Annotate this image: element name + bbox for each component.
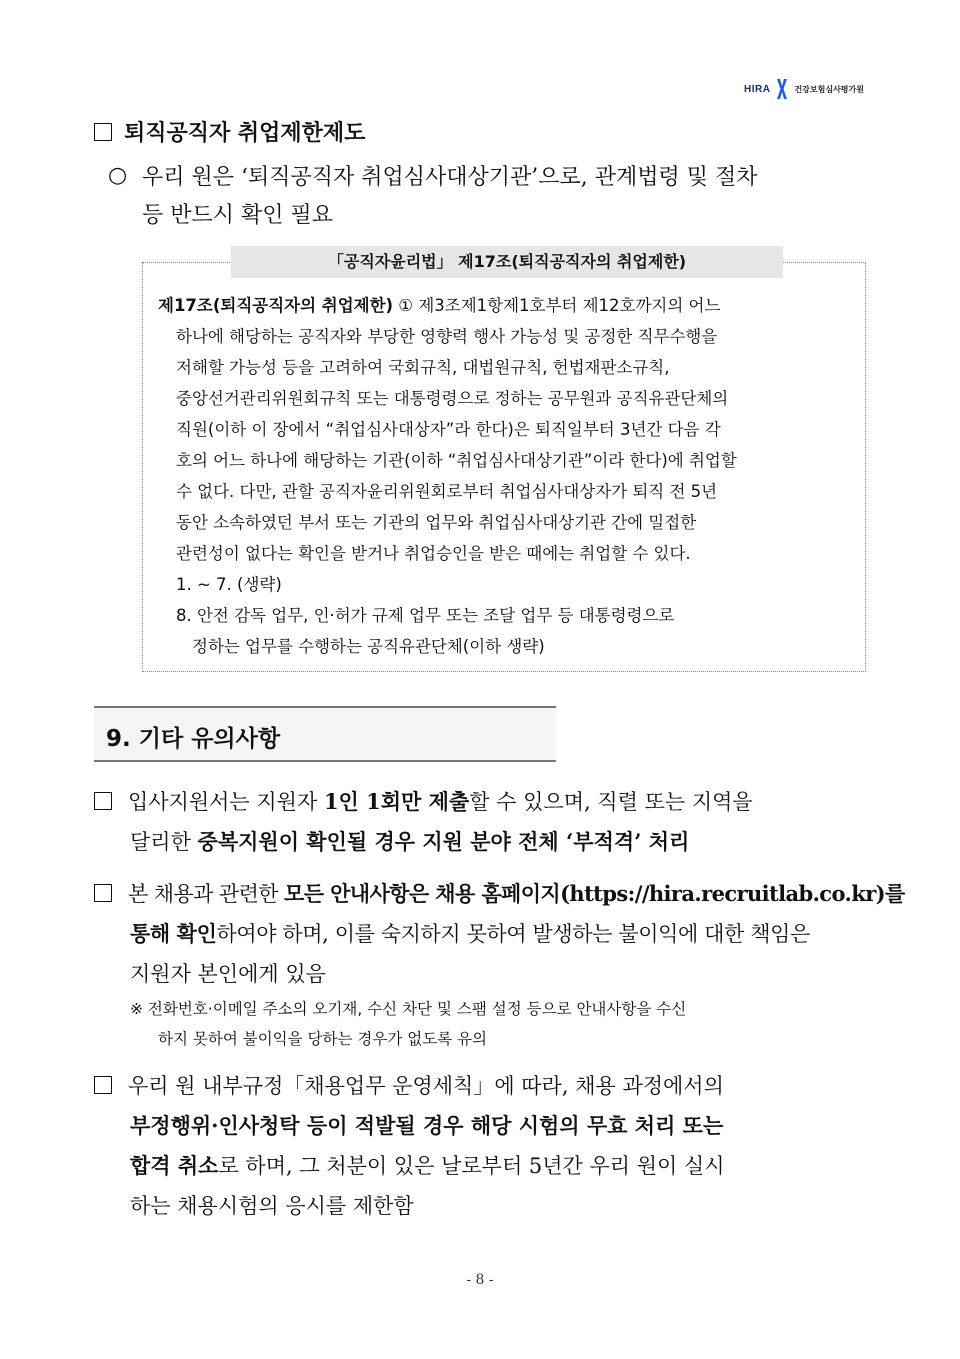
- emphasis: 모든 안내사항은 채용 홈페이지(https://hira.recruitlab.co.kr)를: [284, 881, 905, 906]
- checkbox-square-icon: [94, 1076, 112, 1094]
- law-body: [158, 290, 858, 662]
- checkbox-square-icon: [94, 792, 112, 810]
- law-box-title: 「공직자윤리법」 제17조(퇴직공직자의 취업제한): [231, 246, 783, 278]
- text: 하여야 하며, 이를 숙지하지 못하여 발생하는 불이익에 대한 책임은: [216, 922, 810, 946]
- law-line: 호의 어느 하나에 해당하는 기관(이하 “취업심사대상기관”이라 한다)에 취업할: [176, 451, 737, 470]
- logo-text: HIRA: [743, 83, 771, 95]
- item3-line3: [130, 1146, 725, 1186]
- checkbox-square-icon: [94, 884, 112, 902]
- item2-note-line1: ※ 전화번호·이메일 주소의 오기재, 수신 차단 및 스팸 설정 등으로 안내사항을 수신: [130, 1000, 687, 1018]
- law-line: 관련성이 없다는 확인을 받거나 취업승인을 받은 때에는 취업할 수 있다.: [176, 544, 691, 563]
- hira-logo: [744, 78, 864, 100]
- item2-line2: [130, 914, 810, 954]
- org-name: 건강보험심사평가원: [794, 84, 864, 94]
- section9-title: 9. 기타 유의사항: [106, 726, 281, 752]
- item2-note-line2: 하지 못하여 불이익을 당하는 경우가 없도록 유의: [158, 1030, 488, 1048]
- checkbox-square-icon: [94, 123, 112, 141]
- law-line: 동안 소속하였던 부서 또는 기관의 업무와 취업심사대상기관 간에 밀접한: [176, 513, 697, 532]
- text: 달리한: [130, 830, 198, 854]
- text: 할 수 있으며, 직렬 또는 지역을: [469, 790, 753, 814]
- item2-line3: 지원자 본인에게 있음: [130, 962, 326, 986]
- item1-line2: [130, 822, 689, 862]
- text: 입사지원서는 지원자: [128, 790, 324, 814]
- text: 본 채용과 관련한: [128, 882, 285, 906]
- item3-line2: 부정행위·인사청탁 등이 적발될 경우 해당 시험의 무효 처리 또는: [130, 1113, 724, 1138]
- item3-line4: 하는 채용시험의 응시를 제한함: [130, 1194, 414, 1218]
- page-number: - 8 -: [466, 1272, 494, 1288]
- emphasis: 1인 1회만 제출: [323, 789, 470, 814]
- emphasis: 합격 취소: [130, 1153, 219, 1178]
- section-title-retire: [94, 116, 365, 147]
- law-line: 저해할 가능성 등을 고려하여 국회규칙, 대법원규칙, 헌법재판소규칙,: [176, 358, 670, 377]
- retire-bullet-line2: 등 반드시 확인 필요: [142, 203, 333, 228]
- section9-heading: [94, 706, 556, 762]
- text: 로 하며, 그 처분이 있은 날로부터 5년간 우리 원이 실시: [218, 1154, 725, 1178]
- law-line: 직원(이하 이 장에서 “취업심사대상자”라 한다)은 퇴직일부터 3년간 다음 각: [176, 420, 721, 439]
- item1-line1: [94, 782, 753, 822]
- section-title-text: 퇴직공직자 취업제한제도: [124, 121, 366, 146]
- retire-bullet-line1: 우리 원은 ‘퇴직공직자 취업심사대상기관’으로, 관계법령 및 절차: [142, 165, 758, 190]
- emphasis: 중복지원이 확인될 경우 지원 분야 전체 ‘부적격’ 처리: [197, 829, 690, 854]
- law-line: 하나에 해당하는 공직자와 부당한 영향력 행사 가능성 및 공정한 직무수행을: [176, 327, 718, 346]
- emphasis: 통해 확인: [130, 921, 217, 946]
- law-text: ① 제3조제1항제1호부터 제12호까지의 어느: [393, 296, 721, 315]
- law-line: 1. ~ 7. (생략): [176, 575, 282, 594]
- law-line: 수 없다. 다만, 관할 공직자윤리위원회로부터 취업심사대상자가 퇴직 전 5년: [176, 482, 718, 501]
- hira-mark-icon: [774, 78, 790, 100]
- law-line: [158, 290, 858, 321]
- law-line: 중앙선거관리위원회규칙 또는 대통령령으로 정하는 공무원과 공직유관단체의: [176, 389, 729, 408]
- law-lead: 제17조(퇴직공직자의 취업제한): [158, 296, 394, 315]
- text: 우리 원 내부규정「채용업무 운영세칙」에 따라, 채용 과정에서의: [128, 1074, 724, 1098]
- law-line: 정하는 업무를 수행하는 공직유관단체(이하 생략): [192, 637, 545, 656]
- law-line: 8. 안전 감독 업무, 인·허가 규제 업무 또는 조달 업무 등 대통령령으로: [176, 606, 675, 625]
- circle-bullet-icon: ○: [108, 163, 128, 188]
- item3-line1: [94, 1066, 724, 1106]
- item2-line1: [94, 874, 905, 914]
